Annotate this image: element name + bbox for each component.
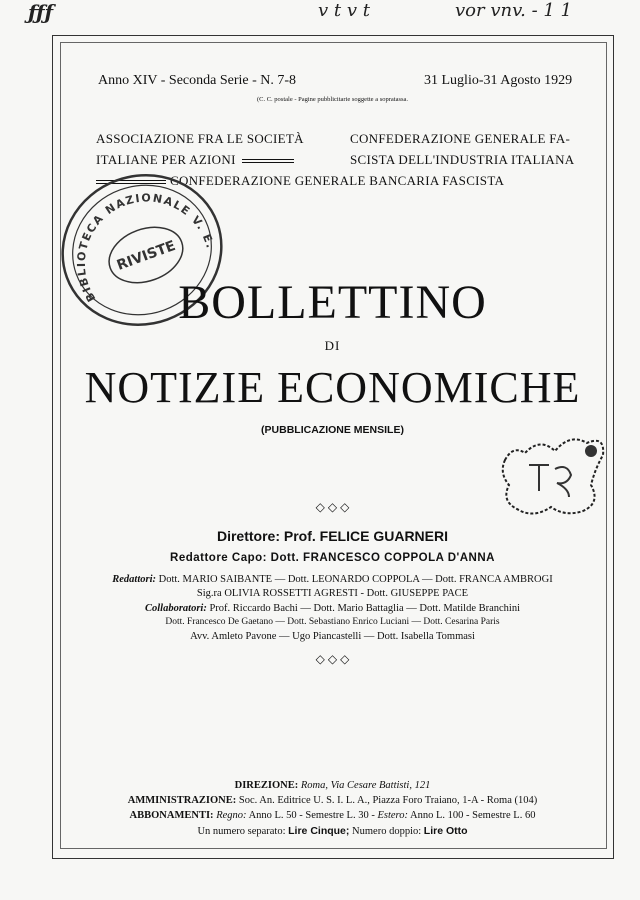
handwritten-mark-middle: v t v t — [318, 0, 370, 21]
amministrazione-address: Soc. An. Editrice U. S. I. L. A., Piazza Foro Traiano, 1-A - Roma (104) — [238, 795, 538, 806]
seal-inner-text: RIVISTE — [114, 237, 178, 274]
issue-date: 31 Luglio-31 Agosto 1929 — [424, 73, 573, 88]
double-issue-label: Numero doppio: — [352, 826, 422, 837]
ornament-divider-top: ◇ ◇ ◇ — [315, 500, 350, 514]
collaboratori-label: Collaboratori: — [144, 603, 207, 614]
director-name: Prof. FELICE GUARNERI — [283, 528, 449, 544]
association-center-text: CONFEDERAZIONE GENERALE BANCARIA FASCISTA — [170, 173, 505, 188]
editor-line — [60, 552, 605, 564]
director-label: Direttore: — [216, 528, 280, 544]
regno-label: Regno: — [216, 810, 247, 821]
title-bollettino: BOLLETTINO — [178, 276, 487, 329]
estero-price: Anno L. 100 - Semestre L. 60 — [410, 810, 536, 821]
double-issue-price: Lire Otto — [423, 825, 468, 837]
editor-label: Redattore Capo: — [170, 552, 267, 564]
single-issue-price: Lire Cinque; — [288, 825, 350, 837]
collaboratori-line1 — [60, 603, 605, 614]
handwritten-mark-left: ƒƒƒ — [28, 0, 54, 24]
single-issue-label: Un numero separato: — [197, 826, 286, 837]
direzione-line — [60, 780, 605, 791]
amministrazione-line — [60, 795, 605, 806]
association-right-line2: SCISTA DELL'INDUSTRIA ITALIANA — [350, 152, 575, 167]
subtitle-monthly: (PUBBLICAZIONE MENSILE) — [261, 424, 404, 436]
estero-label: Estero: — [377, 810, 408, 821]
editor-name: Dott. FRANCESCO COPPOLA D'ANNA — [270, 552, 495, 564]
collaboratori-line3: Avv. Amleto Pavone — Ugo Piancastelli — Dott. Isabella Tommasi — [190, 631, 475, 642]
numero-line — [60, 825, 605, 837]
association-left-line2-text: ITALIANE PER AZIONI — [96, 152, 236, 167]
issue-number: Anno XIV - Seconda Serie - N. 7-8 — [98, 73, 297, 88]
collaboratori-names-1: Prof. Riccardo Bachi — Dott. Mario Battaglia — Dott. Matilde Branchini — [209, 603, 521, 614]
abbonamenti-label: ABBONAMENTI: — [129, 810, 214, 821]
abbonamenti-line: ABBONAMENTI: Regno: Anno L. 50 - Semestre L. 30 - Estero: Anno L. 100 - Semestre L. 60 — [129, 810, 536, 821]
redattori-label: Redattori: — [112, 574, 157, 585]
redattori-line2: Sig.ra OLIVIA ROSSETTI AGRESTI - Dott. GIUSEPPE PACE — [196, 588, 469, 599]
association-right-line1: CONFEDERAZIONE GENERALE FA- — [350, 131, 571, 146]
title-di: DI — [324, 338, 341, 353]
double-rule — [242, 159, 294, 163]
amministrazione-label: AMMINISTRAZIONE: — [127, 795, 237, 806]
direzione-label: DIREZIONE: — [234, 780, 299, 791]
handwritten-mark-right: vor vnv. - 1 1 — [455, 0, 572, 21]
regno-price: Anno L. 50 - Semestre L. 30 — [248, 810, 369, 821]
redattori-line1 — [60, 574, 605, 585]
seal-text: BIBLIOTECA NAZIONALE V. E. — [74, 191, 218, 304]
ornament-divider-bottom: ◇ ◇ ◇ — [315, 652, 350, 666]
collaboratori-line2: Dott. Francesco De Gaetano — Dott. Sebastiano Enrico Luciani — Dott. Cesarina Paris — [165, 617, 500, 627]
association-left-line1: ASSOCIAZIONE FRA LE SOCIETÀ — [96, 131, 304, 146]
postal-note: (C. C. postale - Pagine pubblicitarie soggette a sopratassa. — [256, 96, 409, 103]
title-notizie-economiche: NOTIZIE ECONOMICHE — [84, 363, 581, 412]
director-line — [60, 528, 605, 544]
redattori-names-1: Dott. MARIO SAIBANTE — Dott. LEONARDO COPPOLA — Dott. FRANCA AMBROGI — [158, 574, 553, 585]
direzione-address: Roma, Via Cesare Battisti, 121 — [300, 780, 431, 791]
